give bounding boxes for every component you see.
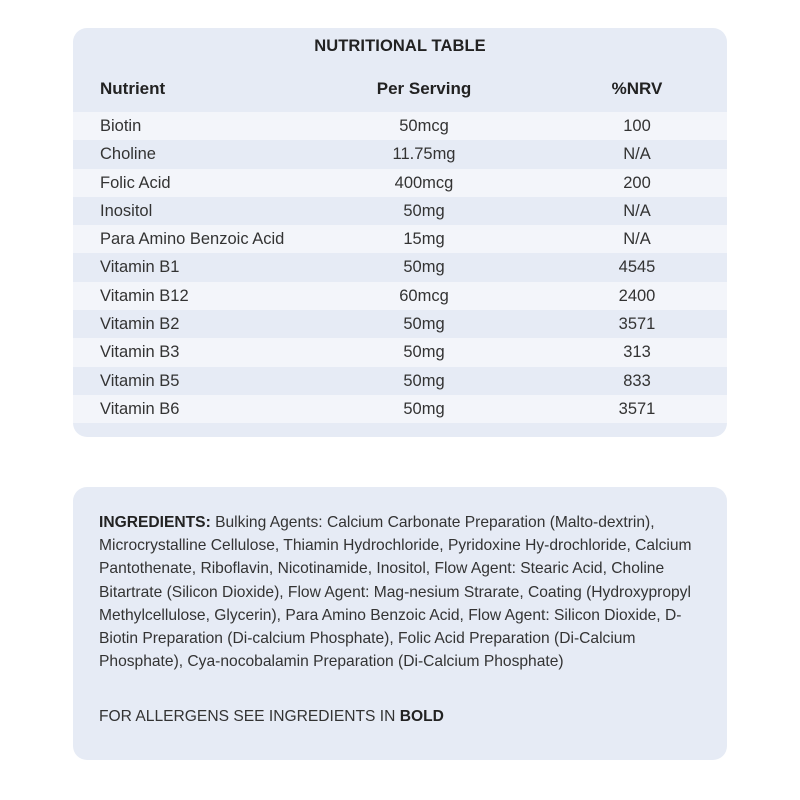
serving-cell: 50mg [403,315,445,334]
allergen-bold-word: BOLD [399,708,444,725]
nrv-cell: 2400 [618,286,656,305]
nrv-cell: 100 [623,117,651,135]
allergen-text: FOR ALLERGENS SEE INGREDIENTS IN [99,708,396,725]
nrv-cell: 4545 [618,258,656,277]
table-row [73,225,727,253]
nutrient-cell: Vitamin B12 [100,286,189,305]
serving-cell: 11.75mg [392,145,456,164]
table-row [73,169,727,197]
serving-cell: 50mg [403,371,445,390]
serving-cell: 50mg [403,201,445,220]
nutrient-cell: Vitamin B2 [100,315,180,334]
nutrient-cell: Vitamin B5 [100,371,180,390]
nutrient-cell: Folic Acid [100,173,171,192]
ingredients-text: Bulking Agents: Calcium Carbonate Preparation (Malto-dextrin), Microcrystalline Cellulose, Thiamin Hydrochloride, Pyridoxine Hy-drochloride, Calcium Pantothenate, Riboflavin, Nicotinamide, Inositol, Flow Agent: Stearic Acid, Choline Bitartrate (Silicon Dioxide), Flow Agent: Mag-nesium Strarate, Coating (Hydroxypropyl Methylcellulose, Glycerin), Para Amino Benzoic Acid, Flow Agent: Silicon Dioxide, D-Biotin Preparation (Di-calcium Phosphate), Folic Acid Preparation (Di-Calcium Phosphate), Cya-nocobalamin Preparation (Di-Calcium Phosphate) [99,514,692,671]
nrv-cell: 200 [623,173,651,192]
serving-cell: 15mg [403,230,445,249]
table-row [73,395,727,423]
ingredients-card [73,487,727,760]
ingredients-paragraph [99,511,703,673]
nrv-cell: 3571 [618,315,656,334]
nutrient-cell: Vitamin B3 [100,343,180,362]
nutrient-cell: Choline [100,145,156,164]
table-title: NUTRITIONAL TABLE [314,37,486,55]
table-header-row [73,79,727,101]
nutrient-cell: Para Amino Benzoic Acid [100,230,285,249]
nrv-cell: 3571 [618,399,656,418]
table-row [73,197,727,225]
nutrient-cell: Vitamin B1 [100,258,180,277]
table-row [73,310,727,338]
nrv-cell: 313 [623,343,651,362]
table-row [73,338,727,366]
header-nutrient: Nutrient [100,79,166,98]
nrv-cell: 833 [623,371,651,390]
serving-cell: 50mcg [399,117,449,135]
serving-cell: 400mcg [394,173,454,192]
allergen-notice [99,708,444,726]
table-row [73,112,727,140]
table-row [73,140,727,168]
nutrient-cell: Biotin [100,117,142,135]
table-row [73,253,727,281]
table-row [73,367,727,395]
header-nrv: %NRV [611,79,663,98]
header-per-serving: Per Serving [376,79,472,98]
nutritional-table-card [73,28,727,437]
nutrient-cell: Vitamin B6 [100,399,180,418]
serving-cell: 50mg [403,258,445,277]
nrv-cell: N/A [623,230,651,249]
table-row [73,282,727,310]
serving-cell: 50mg [403,399,445,418]
serving-cell: 50mg [403,343,445,362]
nutrient-cell: Inositol [100,201,153,220]
table-body [73,112,727,423]
nrv-cell: N/A [623,145,651,164]
serving-cell: 60mcg [399,286,449,305]
nrv-cell: N/A [623,201,651,220]
ingredients-label: INGREDIENTS: [99,514,211,531]
